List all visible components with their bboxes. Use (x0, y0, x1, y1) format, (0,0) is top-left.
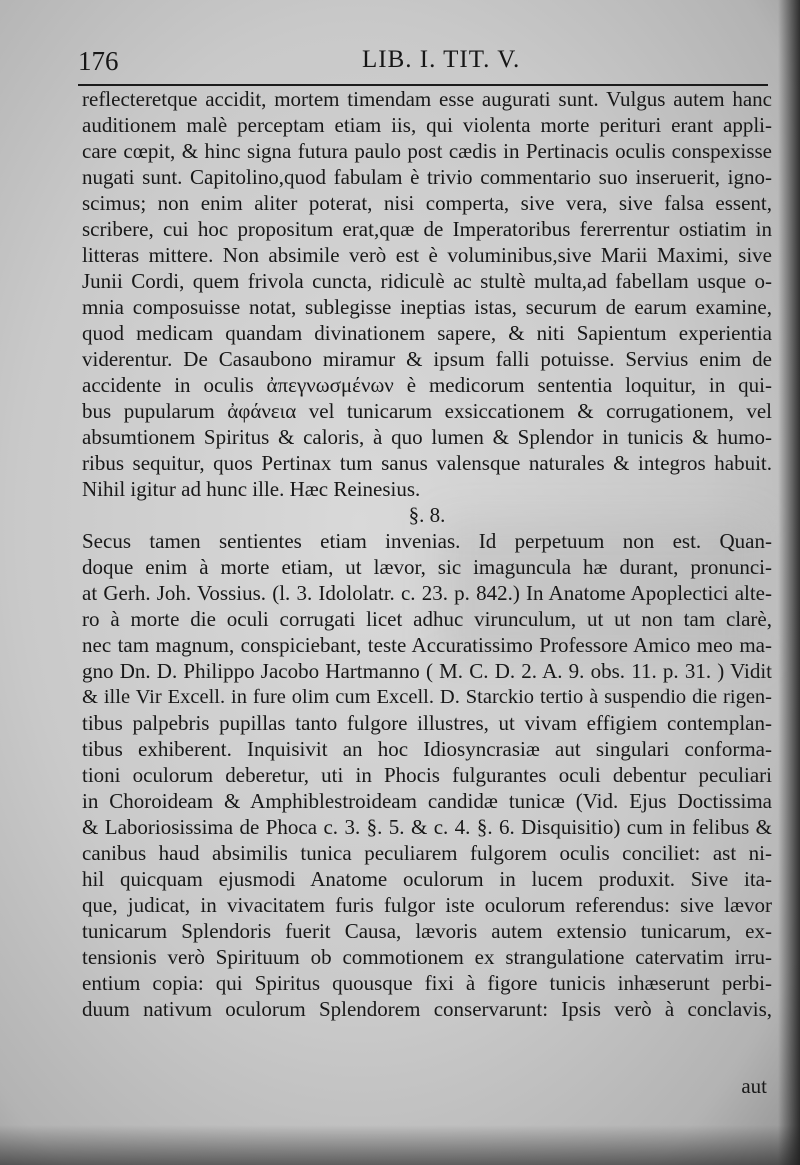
body-text (82, 86, 772, 1022)
text-line: Nihil igitur ad hunc ille. Hæc Reinesius. (82, 477, 421, 501)
text-line: entium copia: qui Spiritus quousque fixi à figore tunicis inhæserunt perbi- (82, 971, 772, 995)
text-line: ribus sequitur, quos Pertinax tum sanus valensque naturales & integros habuit. (82, 451, 772, 475)
text-line: & ille Vir Excell. in fure olim cum Excell. D. Starckio tertio à suspendio die rigen- (82, 686, 772, 708)
text-line: litteras mittere. Non absimile verò est è voluminibus,sive Marii Maximi, sive (82, 243, 772, 267)
section-heading: §. 8. (408, 503, 446, 527)
text-line: mnia composuisse notat, sublegisse ineptias istas, securum de earum examine, (82, 295, 772, 319)
text-line: nec tam magnum, conspiciebant, teste Accuratissimo Professore Amico meo ma- (82, 633, 772, 657)
text-line: viderentur. De Casaubono miramur & ipsum falli potuisse. Servius enim de (82, 347, 772, 371)
text-line: accidente in oculis ἀπεγνωσμένων è medicorum sententia loquitur, in qui- (82, 373, 772, 397)
text-line: bus pupularum ἀφάνεια vel tunicarum exsiccationem & corrugationem, vel (82, 399, 772, 423)
text-line: scimus; non enim aliter poterat, nisi comperta, sive vera, sive falsa essent, (82, 191, 772, 215)
text-line: tunicarum Splendoris fuerit Causa, lævoris autem extensio tunicarum, ex- (82, 919, 772, 943)
text-line: que, judicat, in vivacitatem furis fulgor iste oculorum referendus: sive lævor (82, 893, 772, 917)
text-line: ro à morte die oculi corrugati licet adhuc virunculum, ut ut non tam clarè, (82, 607, 772, 631)
page-bottom-shadow (0, 1125, 800, 1165)
text-line: Secus tamen sentientes etiam invenias. Id perpetuum non est. Quan- (82, 529, 772, 553)
catchword: aut (741, 1074, 767, 1098)
text-line: hil quicquam ejusmodi Anatome oculorum in lucem produxit. Sive ita- (82, 867, 772, 891)
text-line: doque enim à morte etiam, ut lævor, sic imaguncula hæ durant, pronunci- (82, 555, 772, 579)
text-line: & Laboriosissima de Phoca c. 3. §. 5. & c. 4. §. 6. Disquisitio) cum in felibus & (82, 815, 772, 839)
text-line: Junii Cordi, quem frivola cuncta, ridiculè ac stultè multa,ad fabellam usque o- (82, 269, 772, 293)
page-edge-shadow (778, 0, 800, 1165)
text-line: reflecteretque accidit, mortem timendam esse augurati sunt. Vulgus autem hanc (82, 87, 772, 111)
page-header (78, 46, 768, 80)
text-line: gno Dn. D. Philippo Jacobo Hartmanno ( M. C. D. 2. A. 9. obs. 11. p. 31. ) Vidit (82, 659, 772, 683)
text-line: tensionis verò Spirituum ob commotionem ex strangulatione catervatim irru- (82, 945, 772, 969)
text-line: in Choroideam & Amphiblestroideam candidæ tunicæ (Vid. Ejus Doctissima (82, 789, 772, 813)
text-line: duum nativum oculorum Splendorem conservarunt: Ipsis verò à conclavis, (82, 997, 772, 1021)
text-line: quod medicam quandam divinationem sapere, & niti Sapientum experientia (82, 321, 772, 345)
page-number: 176 (78, 46, 119, 76)
running-title: LIB. I. TIT. V. (362, 46, 521, 73)
text-line: care cœpit, & hinc signa futura paulo post cædis in Pertinacis oculis conspexisse (82, 139, 772, 163)
text-line: at Gerh. Joh. Vossius. (l. 3. Idololatr. c. 23. p. 842.) In Anatome Apoplectici alte- (82, 581, 772, 605)
text-line: tibus exhiberent. Inquisivit an hoc Idiosyncrasiæ aut singulari conforma- (82, 737, 772, 761)
text-line: auditionem malè perceptam etiam iis, qui violenta morte perituri erant appli- (82, 113, 772, 137)
text-line: scribere, cui hoc propositum erat,quæ de Imperatoribus fererrentur ostiatim in (82, 217, 772, 241)
text-line: canibus haud absimilis tunica peculiarem fulgorem oculis conciliet: ast ni- (82, 841, 772, 865)
text-line: nugati sunt. Capitolino,quod fabulam è trivio commentario suo inseruerit, igno- (82, 165, 772, 189)
text-line: tioni oculorum deberetur, uti in Phocis fulgurantes oculi debentur peculiari (82, 763, 772, 787)
text-line: absumtionem Spiritus & caloris, à quo lumen & Splendor in tunicis & humo- (82, 425, 772, 449)
text-line: tibus palpebris pupillas tanto fulgore illustres, ut vivam effigiem contemplan- (82, 711, 772, 735)
